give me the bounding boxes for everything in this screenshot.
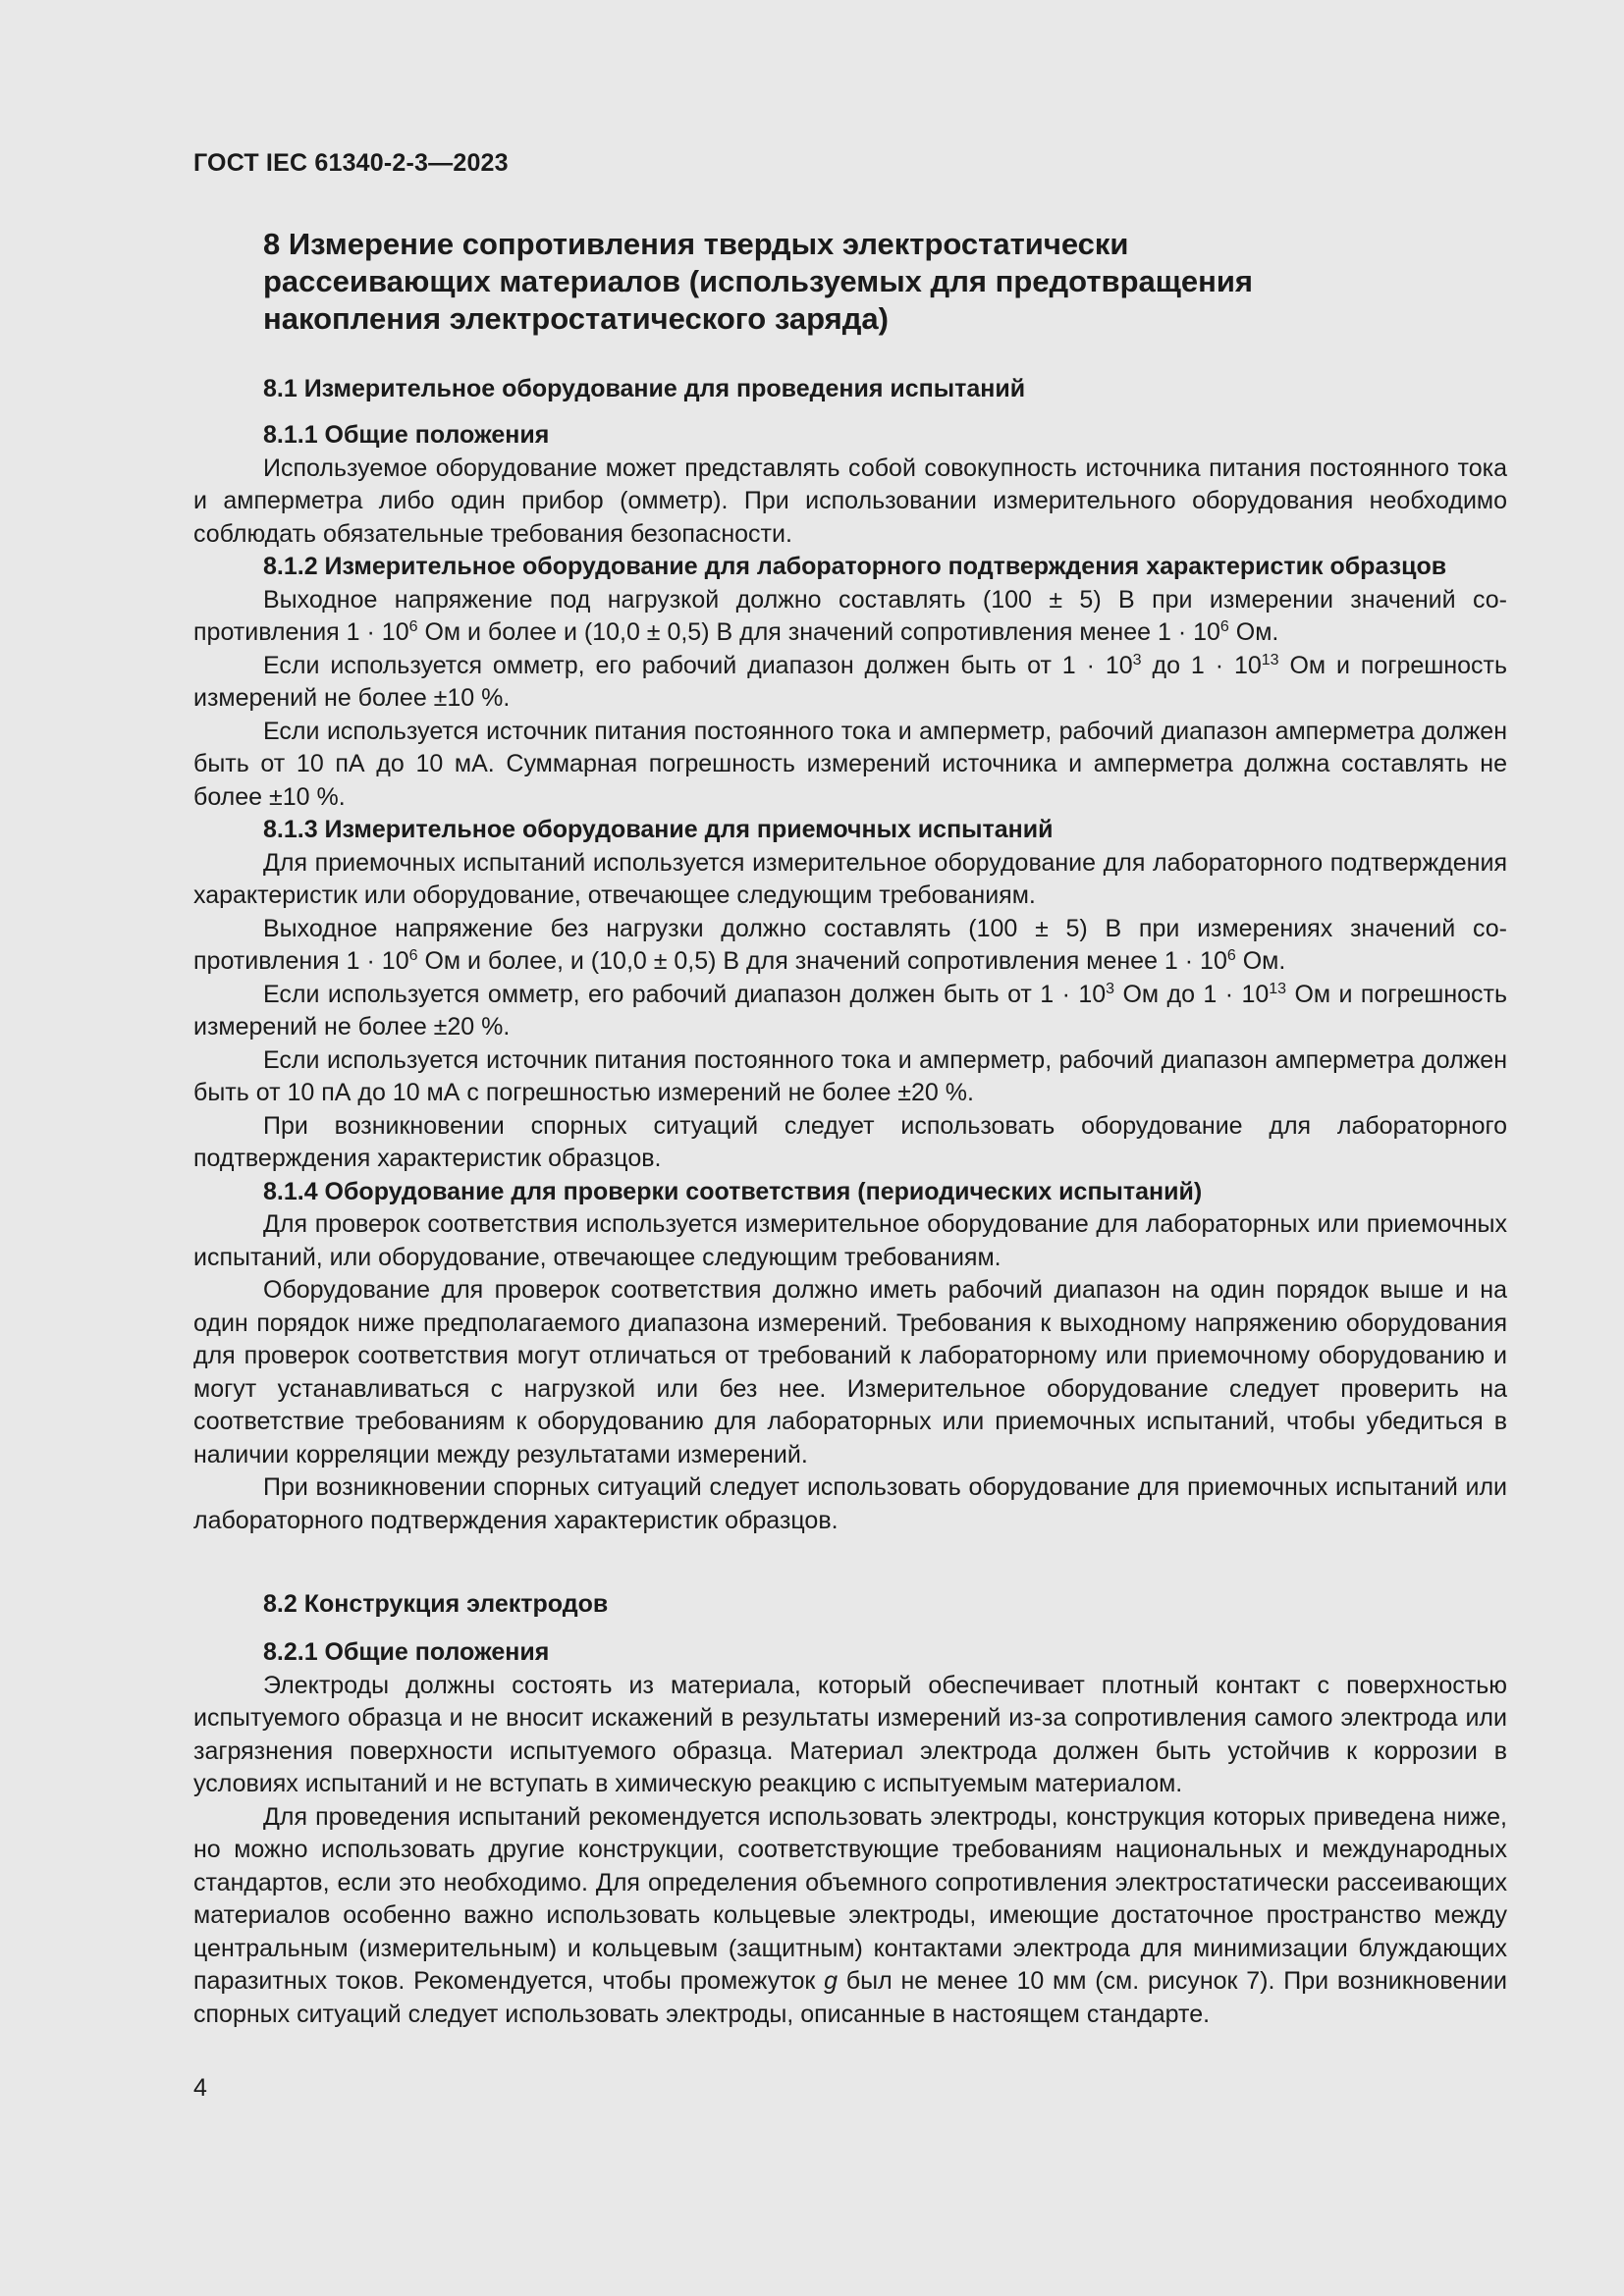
clause-8-1-1-heading: 8.1.1 Общие положения (263, 421, 550, 449)
section-title-line: рассеивающих материалов (используемых для предотвращения (263, 264, 1254, 298)
paragraph: Используемое оборудование может представлять собой совокупность источника питания постоянного тока и амперметра либо один прибор (омметр). При использовании измерительного оборудования необходимо соблюдать обязательные требования безопасности. (193, 454, 1507, 548)
clause-8-1-4-heading: 8.1.4 Оборудование для проверки соответствия (периодических испытаний) (263, 1177, 1203, 1205)
page-number: 4 (193, 2074, 207, 2102)
subsection-8-1-heading: 8.1 Измерительное оборудование для проведения испытаний (263, 375, 1026, 402)
section-title-line: накопления электростатического заряда) (263, 301, 889, 336)
section-8-1-body (193, 419, 1507, 1537)
clause-8-2-1-heading: 8.2.1 Общие положения (263, 1638, 550, 1666)
paragraph: Электроды должны состоять из материала, который обеспечивает плотный контакт с поверхностью испытуемого образца и не вносит искажений в результаты измерений из-за сопротивления самого электрода или загрязнения поверхности испытуемого образца. Материал электрода должен быть устойчив к коррозии в условиях испытаний и не вступать в химическую реакцию с испытуемым материалом. (193, 1671, 1507, 1797)
paragraph: Если используется омметр, его рабочий диапазон должен быть от $1 \cdot 10^3$ до $1 \cdot 10^{13}$ Ом и погрешность измерений не более ±10 %. (193, 651, 1508, 712)
section-title-line: 8 Измерение сопротивления твердых электростатически (263, 227, 1129, 261)
paragraph: При возникновении спорных ситуаций следует использовать оборудование для приемочных испытаний или лабораторного подтверждения характеристик образцов. (193, 1473, 1507, 1534)
document-code-header: ГОСТ IEC 61340-2-3—2023 (193, 149, 509, 177)
clause-8-1-2-heading: 8.1.2 Измерительное оборудование для лабораторного подтверждения характеристик образцов (263, 553, 1447, 580)
paragraph: При возникновении спорных ситуаций следует использовать оборудование для лабораторного подтверждения характеристик образцов. (193, 1111, 1507, 1172)
section-8-2-body (193, 1636, 1507, 2031)
paragraph: Если используется источник питания постоянного тока и амперметр, рабочий диапазон амперметра должен быть от 10 пА до 10 мА. Суммарная погрешность измерений источника и амперметра должна составлять не более ±10 %. (193, 717, 1507, 811)
paragraph: Выходное напряжение без нагрузки должно составлять (100 ± 5) В при измерениях значений сопротивления $1 \cdot 10^6$ Ом и более, и (10,0 ± 0,5) В для значений сопротивления менее $1 \cdot 10^6$ Ом. (193, 914, 1507, 975)
paragraph: Оборудование для проверок соответствия должно иметь рабочий диапазон на один порядок выше и на один порядок ниже предполагаемого диапазона измерений. Требования к выходному напряжению оборудования для проверок соответствия могут отличаться от требований к лабораторному или приемочному оборудованию и могут устанавливаться с нагрузкой или без нее. Измерительное оборудование следует проверить на соответствие требованиям к оборудованию для лабораторных или приемочных испытаний, чтобы убедиться в наличии корреляции между результатами измерений. (193, 1276, 1507, 1468)
paragraph: Выходное напряжение под нагрузкой должно составлять (100 ± 5) В при измерении значений сопротивления $1 \cdot 10^6$ Ом и более и (10,0 ± 0,5) В для значений сопротивления менее $1 \cdot 10^6$ Ом. (193, 585, 1507, 646)
paragraph: Если используется омметр, его рабочий диапазон должен быть от $1 \cdot 10^3$ Ом до $1 \cdot 10^{13}$ Ом и погрешность измерений не более ±20 %. (193, 980, 1508, 1041)
paragraph: Если используется источник питания постоянного тока и амперметр, рабочий диапазон амперметра должен быть от 10 пА до 10 мА с погрешностью измерений не более ±20 %. (193, 1045, 1507, 1106)
section-8-title (263, 226, 1441, 338)
paragraph: Для проверок соответствия используется измерительное оборудование для лабораторных или приемочных испытаний, или оборудование, отвечающее следующим требованиям. (193, 1210, 1507, 1271)
paragraph: Для проведения испытаний рекомендуется использовать электроды, конструкция которых приведена ниже, но можно использовать другие конструкции, соответствующие требованиям национальных и международных стандартов, если это необходимо. Для определения объемного сопротивления электростатически рассеивающих материалов особенно важно использовать кольцевые электроды, имеющие достаточное пространство между центральным (измерительным) и кольцевым (защитным) контактами электрода для минимизации блуждающих паразитных токов. Рекомендуется, чтобы промежуток g был не менее 10 мм (см. рисунок 7). При возникновении спорных ситуаций следует использовать электроды, описанные в настоящем стандарте. (193, 1802, 1507, 2028)
subsection-8-2-heading: 8.2 Конструкция электродов (263, 1590, 609, 1618)
paragraph: Для приемочных испытаний используется измерительное оборудование для лабораторного подтверждения характеристик или оборудование, отвечающее следующим требованиям. (193, 848, 1507, 909)
clause-8-1-3-heading: 8.1.3 Измерительное оборудование для приемочных испытаний (263, 816, 1054, 843)
